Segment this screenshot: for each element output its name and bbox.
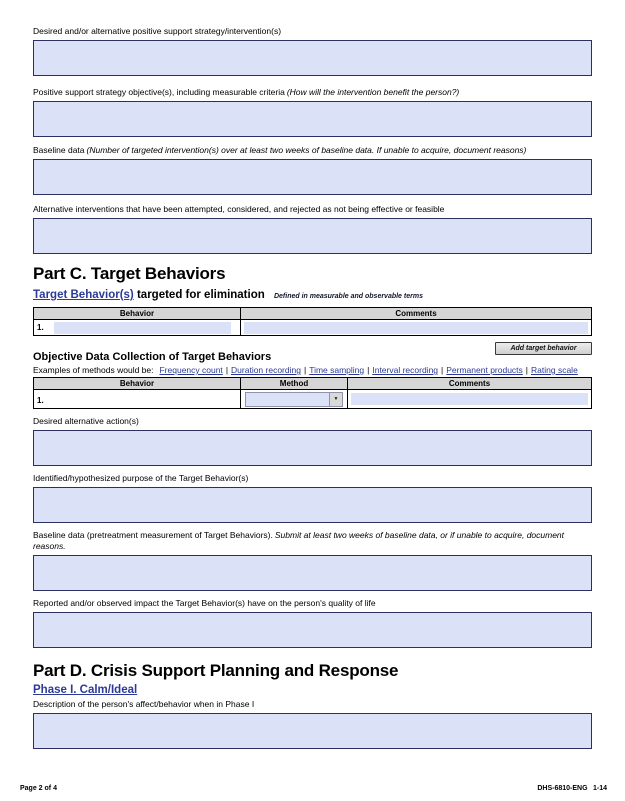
form-number: DHS-6810-ENG 1-14	[537, 785, 607, 792]
label-text: Positive support strategy objective(s), including measurable criteria	[33, 87, 285, 97]
part-c-heading: Part C. Target Behaviors	[33, 264, 226, 283]
chevron-down-icon: ▼	[333, 395, 339, 402]
baseline-pretreatment-input[interactable]	[33, 555, 592, 591]
baseline-input[interactable]	[33, 159, 592, 195]
column-header-method: Method	[241, 378, 348, 390]
table-header-row	[34, 308, 592, 320]
column-header-comments: Comments	[348, 378, 592, 390]
method-examples-line	[33, 365, 592, 375]
comments-input[interactable]	[244, 322, 588, 334]
target-behaviors-text: targeted for elimination	[136, 289, 265, 301]
comments-input[interactable]	[351, 393, 588, 405]
label-text: Desired alternative action(s)	[33, 416, 139, 426]
page-number: Page 2 of 4	[20, 785, 57, 792]
method-cell	[241, 390, 348, 409]
alternative-interventions-input[interactable]	[33, 218, 592, 254]
purpose-input[interactable]	[33, 487, 592, 523]
field-group-impact	[33, 598, 592, 648]
frequency-count-link[interactable]: Frequency count	[159, 365, 223, 375]
data-collection-table	[33, 377, 592, 409]
label-text: Description of the person's affect/behavior when in Phase I	[33, 699, 255, 709]
phase1-description-input[interactable]	[33, 713, 592, 749]
target-behaviors-link[interactable]: Target Behavior(s)	[33, 289, 134, 301]
separator: |	[367, 365, 370, 375]
column-header-comments: Comments	[241, 308, 592, 320]
label-note: (Number of targeted intervention(s) over at least two weeks of baseline data. If unable to acquire, document reasons)	[86, 145, 527, 155]
label-text: Baseline data	[33, 145, 85, 155]
phase-1-link[interactable]: Phase I. Calm/Ideal	[33, 684, 138, 696]
field-label	[33, 530, 592, 552]
row-number: 1.	[37, 323, 44, 332]
field-group-objectives	[33, 87, 592, 137]
target-behaviors-note: Defined in measurable and observable terms	[273, 293, 423, 300]
field-label	[33, 204, 592, 215]
page-footer	[20, 784, 607, 793]
column-header-behavior: Behavior	[34, 308, 241, 320]
label-text: Reported and/or observed impact the Target Behavior(s) have on the person's quality of life	[33, 598, 376, 608]
strategy-input[interactable]	[33, 40, 592, 76]
field-label	[33, 145, 592, 156]
row-number: 1.	[37, 396, 44, 405]
behavior-input[interactable]	[54, 322, 231, 334]
desired-action-input[interactable]	[33, 430, 592, 466]
duration-recording-link[interactable]: Duration recording	[231, 365, 301, 375]
field-label	[33, 473, 592, 484]
column-header-behavior: Behavior	[34, 378, 241, 390]
behavior-cell	[34, 320, 241, 336]
button-row	[33, 337, 592, 350]
field-label	[33, 416, 592, 427]
field-label	[33, 87, 592, 98]
objectives-input[interactable]	[33, 101, 592, 137]
method-select[interactable]	[245, 392, 343, 407]
label-note: (How will the intervention benefit the person?)	[286, 87, 460, 97]
examples-prefix: Examples of methods would be:	[33, 365, 154, 375]
field-group-baseline-pretreatment	[33, 530, 592, 591]
field-label	[33, 699, 592, 710]
field-group-desired-action	[33, 416, 592, 466]
label-text: Desired and/or alternative positive support strategy/intervention(s)	[33, 26, 282, 36]
impact-input[interactable]	[33, 612, 592, 648]
separator: |	[303, 365, 307, 375]
comments-cell	[348, 390, 592, 409]
part-d-heading: Part D. Crisis Support Planning and Response	[33, 661, 399, 680]
phase-1-heading	[33, 684, 592, 697]
objective-data-heading: Objective Data Collection of Target Behaviors	[33, 351, 272, 363]
comments-cell	[241, 320, 592, 336]
rating-scale-link[interactable]: Rating scale	[531, 365, 578, 375]
separator: |	[525, 365, 529, 375]
table-row	[34, 320, 592, 336]
behavior-cell	[34, 390, 241, 409]
field-group-alt-interventions	[33, 204, 592, 254]
table-header-row	[34, 378, 592, 390]
separator: |	[441, 365, 444, 375]
label-text: Identified/hypothesized purpose of the Target Behavior(s)	[33, 473, 249, 483]
label-text: Alternative interventions that have been attempted, considered, and rejected as not being effective or feasible	[33, 204, 445, 214]
field-group-strategy	[33, 26, 592, 76]
field-group-purpose	[33, 473, 592, 523]
interval-recording-link[interactable]: Interval recording	[372, 365, 439, 375]
label-note: Submit at least two weeks of baseline data, or if unable to acquire, document reasons.	[33, 530, 565, 551]
dropdown-button[interactable]	[329, 393, 342, 406]
field-label	[33, 26, 592, 37]
field-group-phase1-description	[33, 699, 592, 749]
separator: |	[225, 365, 229, 375]
permanent-products-link[interactable]: Permanent products	[446, 365, 523, 375]
field-group-baseline	[33, 145, 592, 195]
target-behaviors-table	[33, 307, 592, 336]
table-row	[34, 390, 592, 409]
label-text: Baseline data (pretreatment measurement of Target Behaviors).	[33, 530, 273, 540]
field-label	[33, 598, 592, 609]
add-target-behavior-button[interactable]: Add target behavior	[495, 342, 592, 355]
target-behaviors-line	[33, 288, 592, 304]
method-value	[246, 393, 329, 406]
time-sampling-link[interactable]: Time sampling	[309, 365, 365, 375]
